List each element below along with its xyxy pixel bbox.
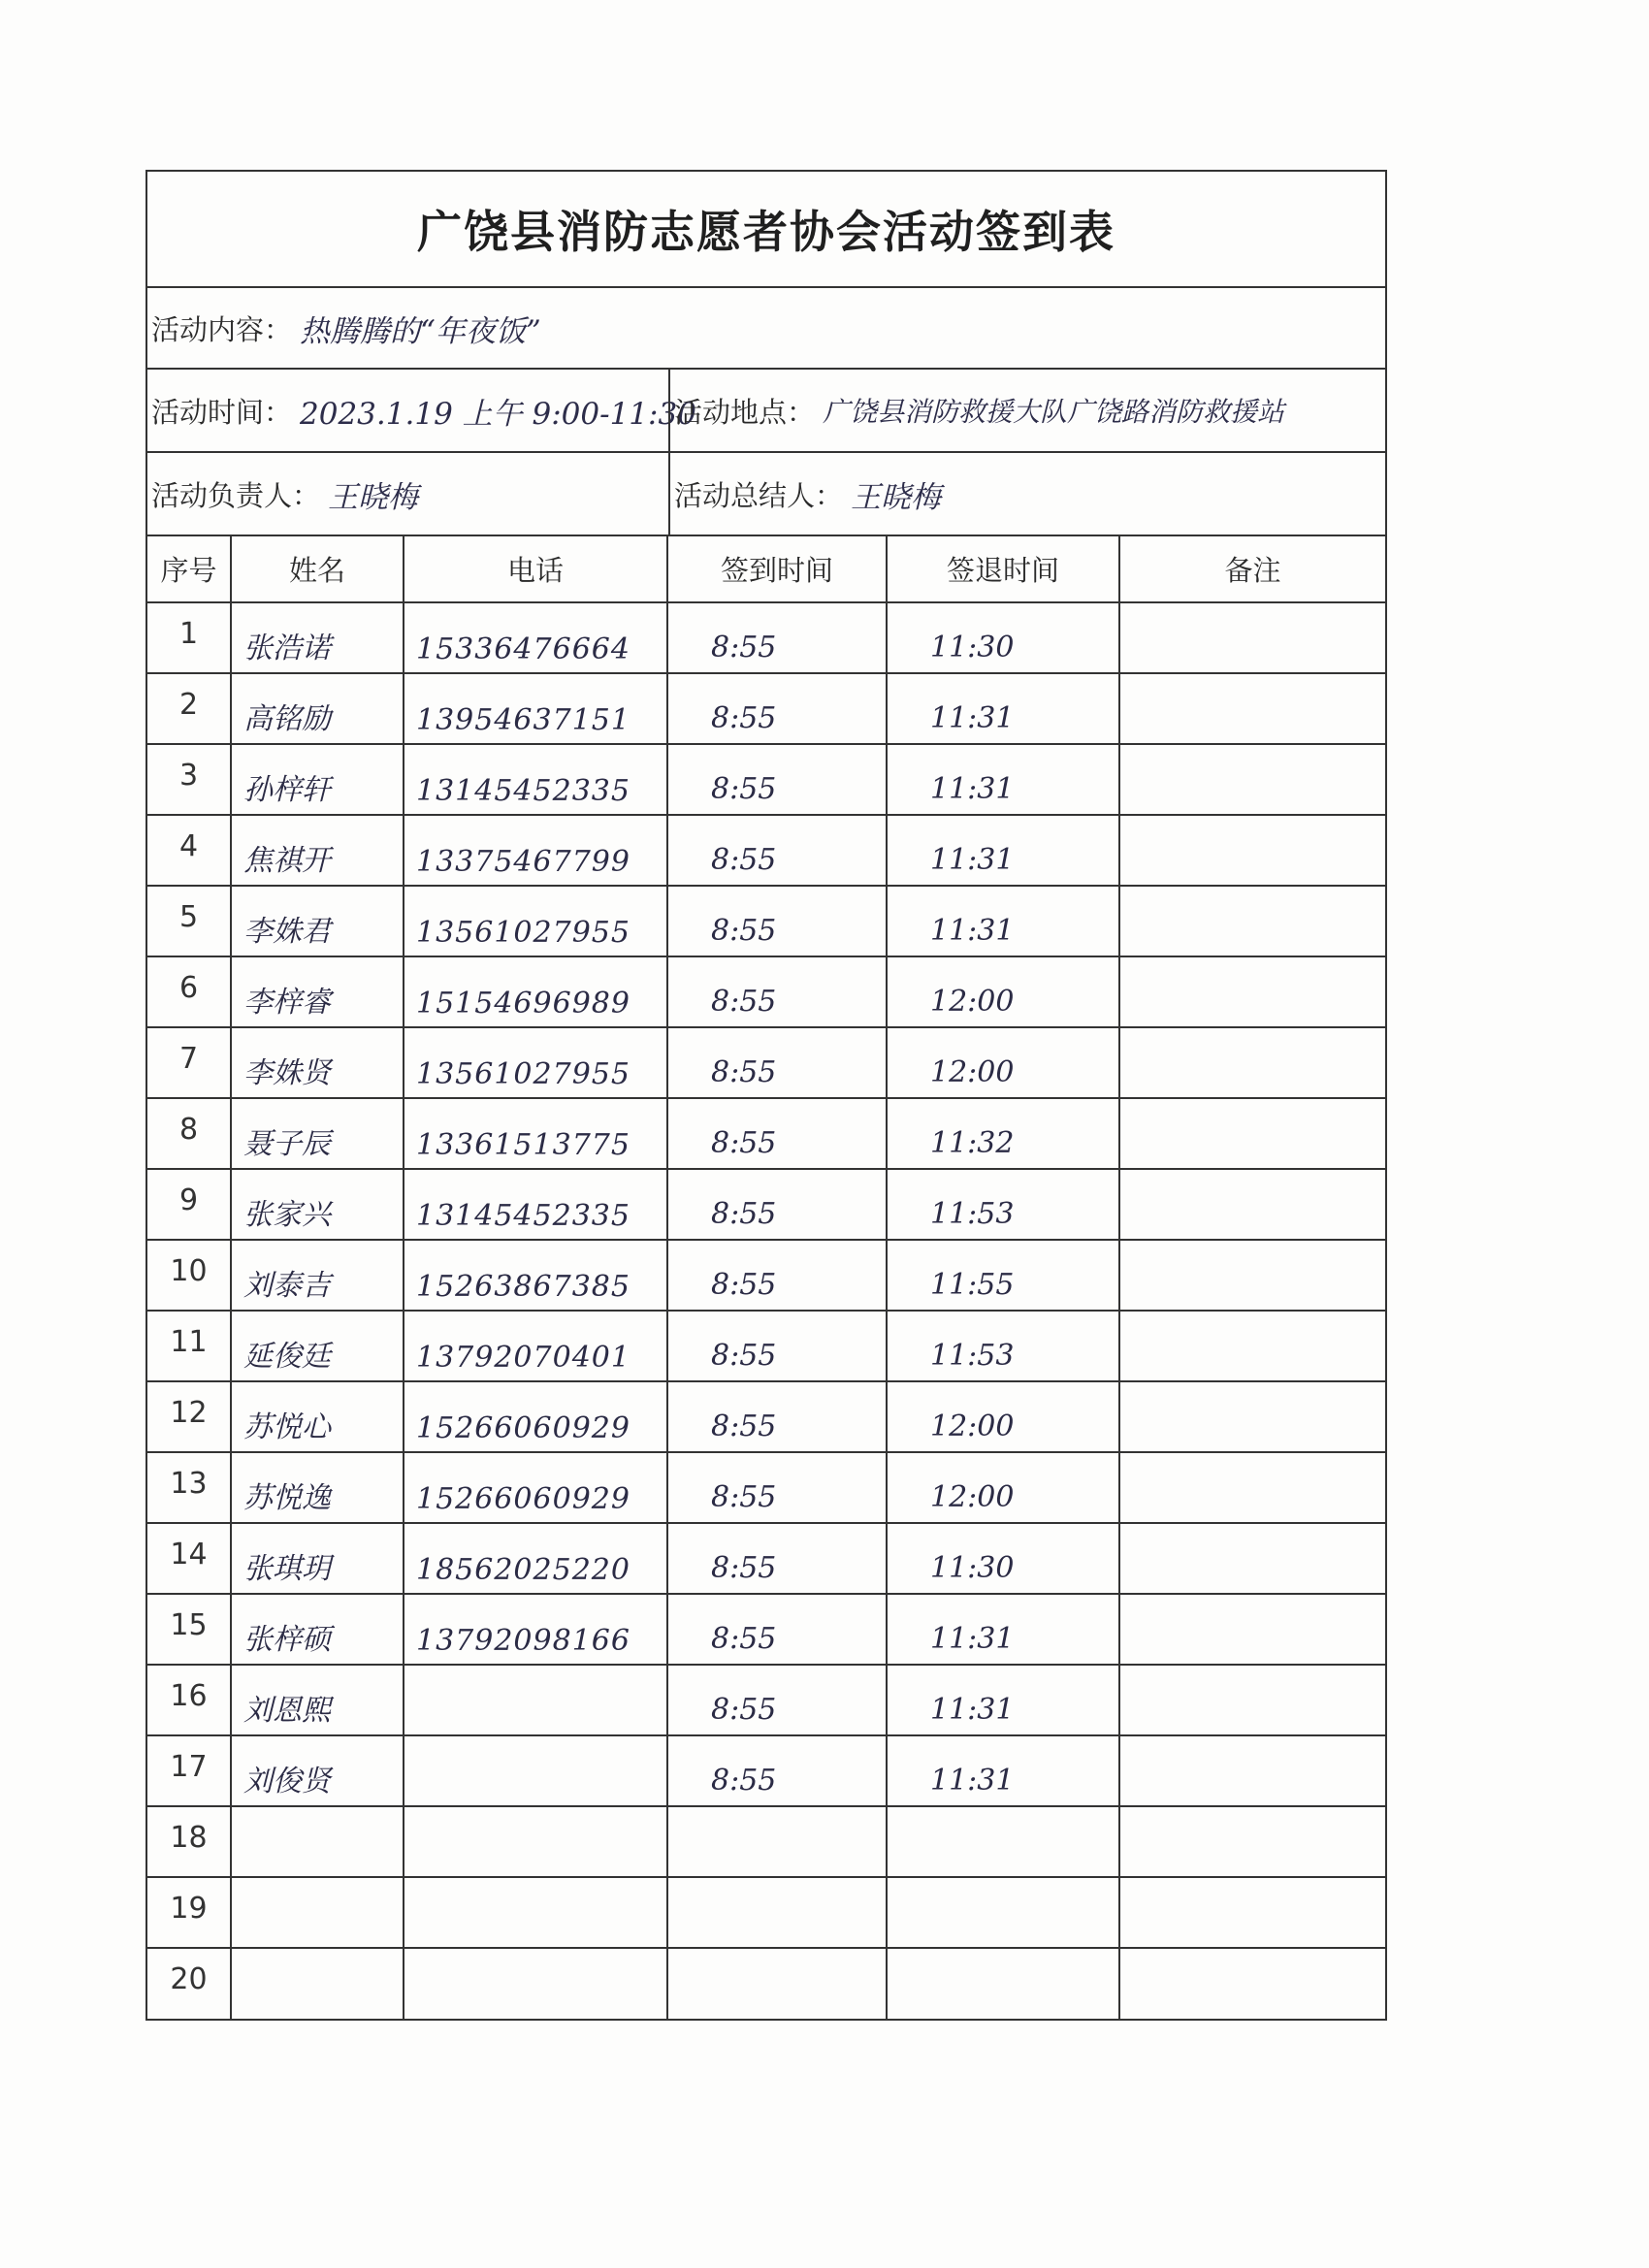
row-sign-out: 11:53 [887,1311,1119,1381]
row-phone [404,1735,667,1806]
row-sign-in: 8:55 [667,1240,887,1311]
table-row [147,815,1385,886]
row-sign-in: 8:55 [667,1594,887,1665]
activity-content-value: 热腾腾的“年夜饭” [300,313,541,349]
table-row [147,1806,1385,1877]
row-sign-out [887,1948,1119,2019]
table-row [147,1311,1385,1381]
row-name [231,1806,404,1877]
activity-time-label: 活动时间： [151,395,293,429]
row-remark [1119,1877,1385,1948]
row-name: 刘俊贤 [231,1735,404,1806]
row-phone: 13561027955 [404,886,667,956]
row-phone: 15336476664 [404,602,667,673]
row-name: 高铭励 [231,673,404,744]
row-phone: 15266060929 [404,1381,667,1452]
row-name: 张琪玥 [231,1523,404,1594]
activity-time-cell [147,370,696,451]
row-name: 聂子辰 [231,1098,404,1169]
row-sign-in: 8:55 [667,1665,887,1735]
row-phone: 13792098166 [404,1594,667,1665]
activity-time-value: 2023.1.19 上午 9:00-11:30 [300,396,696,432]
header-sign-in-time: 签到时间 [667,536,887,602]
row-sign-in: 8:55 [667,1452,887,1523]
table-header-row [147,536,1385,602]
row-seq: 12 [147,1381,231,1452]
row-seq: 15 [147,1594,231,1665]
row-sign-out: 12:00 [887,1452,1119,1523]
row-sign-out [887,1806,1119,1877]
row-remark [1119,1240,1385,1311]
row-sign-out: 11:55 [887,1240,1119,1311]
row-seq: 17 [147,1735,231,1806]
row-sign-in: 8:55 [667,1523,887,1594]
table-row [147,1098,1385,1169]
table-row [147,1877,1385,1948]
activity-content-label: 活动内容： [151,312,293,346]
row-sign-out: 11:32 [887,1098,1119,1169]
row-remark [1119,956,1385,1027]
activity-content-row [147,288,1385,370]
row-seq: 20 [147,1948,231,2019]
activity-place-cell [668,370,1385,451]
row-name [231,1948,404,2019]
row-seq: 10 [147,1240,231,1311]
row-remark [1119,1594,1385,1665]
table-row [147,1169,1385,1240]
row-seq: 1 [147,602,231,673]
row-phone: 18562025220 [404,1523,667,1594]
row-sign-in: 8:55 [667,673,887,744]
row-sign-out: 11:53 [887,1169,1119,1240]
row-sign-in: 8:55 [667,815,887,886]
row-name: 李梓睿 [231,956,404,1027]
row-name: 苏悦心 [231,1381,404,1452]
row-phone: 13954637151 [404,673,667,744]
row-sign-out: 11:31 [887,744,1119,815]
row-sign-out: 11:31 [887,1594,1119,1665]
row-name: 张浩诺 [231,602,404,673]
row-name: 焦祺开 [231,815,404,886]
row-phone: 13145452335 [404,744,667,815]
row-seq: 18 [147,1806,231,1877]
sheet-title: 广饶县消防志愿者协会活动签到表 [147,172,1385,288]
row-name: 张梓硕 [231,1594,404,1665]
row-remark [1119,1098,1385,1169]
row-phone [404,1877,667,1948]
table-row [147,1523,1385,1594]
row-sign-in: 8:55 [667,1381,887,1452]
row-seq: 2 [147,673,231,744]
row-seq: 3 [147,744,231,815]
row-seq: 4 [147,815,231,886]
row-sign-in: 8:55 [667,1311,887,1381]
activity-content-cell [147,288,541,368]
row-seq: 14 [147,1523,231,1594]
row-phone [404,1948,667,2019]
row-remark [1119,1452,1385,1523]
row-phone: 13361513775 [404,1098,667,1169]
row-sign-in: 8:55 [667,1169,887,1240]
row-name: 刘恩熙 [231,1665,404,1735]
row-sign-out: 11:31 [887,886,1119,956]
header-seq: 序号 [147,536,231,602]
row-remark [1119,1735,1385,1806]
row-remark [1119,602,1385,673]
activity-time-place-row [147,370,1385,453]
row-phone: 15154696989 [404,956,667,1027]
row-remark [1119,1806,1385,1877]
row-sign-out [887,1877,1119,1948]
row-sign-in: 8:55 [667,744,887,815]
row-remark [1119,1381,1385,1452]
table-row [147,673,1385,744]
row-name: 苏悦逸 [231,1452,404,1523]
row-sign-out: 11:30 [887,1523,1119,1594]
row-sign-out: 12:00 [887,956,1119,1027]
table-row [147,956,1385,1027]
row-sign-out: 12:00 [887,1381,1119,1452]
row-phone: 15266060929 [404,1452,667,1523]
table-row [147,1735,1385,1806]
row-sign-out: 11:31 [887,673,1119,744]
row-name: 刘泰吉 [231,1240,404,1311]
row-sign-in: 8:55 [667,1027,887,1098]
activity-leader-label: 活动负责人： [151,478,321,512]
row-seq: 6 [147,956,231,1027]
row-name: 张家兴 [231,1169,404,1240]
row-sign-out: 11:31 [887,1665,1119,1735]
table-row [147,744,1385,815]
row-sign-out: 11:31 [887,1735,1119,1806]
row-name: 延俊廷 [231,1311,404,1381]
table-row [147,1665,1385,1735]
row-name: 李姝贤 [231,1027,404,1098]
table-row [147,1452,1385,1523]
row-name: 李姝君 [231,886,404,956]
row-sign-in [667,1877,887,1948]
row-remark [1119,1523,1385,1594]
table-row [147,1381,1385,1452]
row-remark [1119,886,1385,956]
row-remark [1119,673,1385,744]
header-sign-out-time: 签退时间 [887,536,1119,602]
row-phone: 15263867385 [404,1240,667,1311]
row-seq: 19 [147,1877,231,1948]
row-sign-out: 11:30 [887,602,1119,673]
header-name: 姓名 [231,536,404,602]
row-phone: 13145452335 [404,1169,667,1240]
sign-in-sheet [146,170,1387,2021]
row-sign-in: 8:55 [667,886,887,956]
row-sign-in [667,1948,887,2019]
row-remark [1119,1665,1385,1735]
row-seq: 5 [147,886,231,956]
table-row [147,1948,1385,2019]
row-seq: 11 [147,1311,231,1381]
row-seq: 16 [147,1665,231,1735]
activity-summarizer-value: 王晓梅 [851,479,942,515]
table-row [147,1594,1385,1665]
table-row [147,886,1385,956]
row-sign-out: 11:31 [887,815,1119,886]
activity-summarizer-label: 活动总结人： [674,478,844,512]
row-sign-out: 12:00 [887,1027,1119,1098]
row-sign-in: 8:55 [667,1098,887,1169]
row-seq: 7 [147,1027,231,1098]
table-row [147,1027,1385,1098]
row-remark [1119,1948,1385,2019]
activity-summarizer-cell [668,453,1385,535]
row-remark [1119,815,1385,886]
row-sign-in: 8:55 [667,956,887,1027]
row-remark [1119,744,1385,815]
row-phone [404,1806,667,1877]
attendance-table [147,536,1385,2019]
header-remarks: 备注 [1119,536,1385,602]
row-remark [1119,1311,1385,1381]
table-row [147,602,1385,673]
activity-people-row [147,453,1385,536]
row-phone: 13561027955 [404,1027,667,1098]
row-seq: 8 [147,1098,231,1169]
row-name: 孙梓轩 [231,744,404,815]
row-seq: 9 [147,1169,231,1240]
row-phone [404,1665,667,1735]
row-name [231,1877,404,1948]
row-sign-in [667,1806,887,1877]
row-sign-in: 8:55 [667,602,887,673]
row-remark [1119,1027,1385,1098]
header-phone: 电话 [404,536,667,602]
activity-leader-value: 王晓梅 [328,479,419,515]
row-phone: 13375467799 [404,815,667,886]
row-remark [1119,1169,1385,1240]
activity-place-value: 广饶县消防救援大队广饶路消防救援站 [823,396,1285,428]
activity-place-label: 活动地点： [674,395,816,429]
row-seq: 13 [147,1452,231,1523]
row-phone: 13792070401 [404,1311,667,1381]
table-row [147,1240,1385,1311]
row-sign-in: 8:55 [667,1735,887,1806]
activity-leader-cell [147,453,668,535]
